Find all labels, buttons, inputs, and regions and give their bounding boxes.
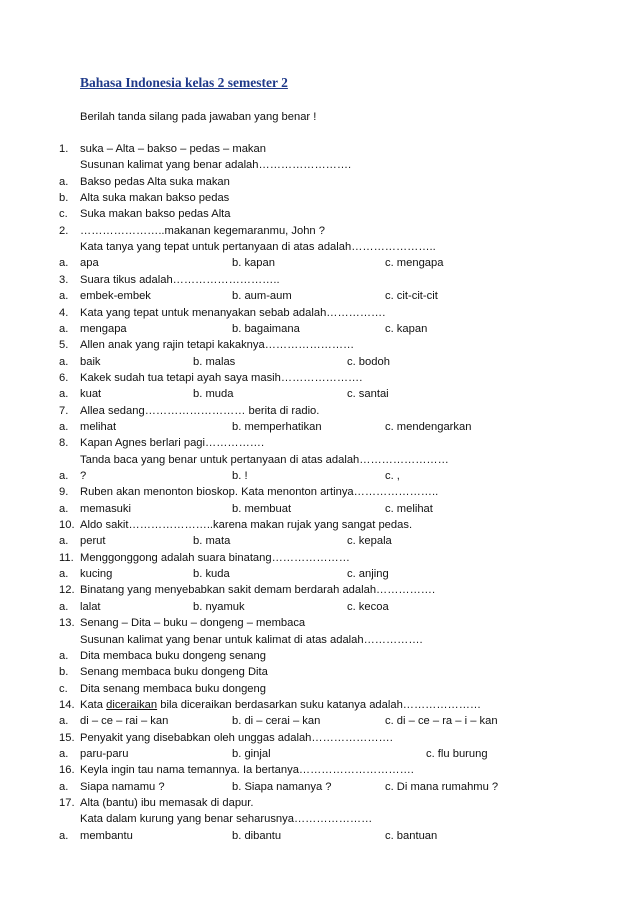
option-text: c. kapan: [385, 322, 428, 335]
line-text: Penyakit yang disebabkan oleh unggas adalah………………….: [80, 731, 393, 744]
line-text: Ruben akan menonton bioskop. Kata menonton artinya…………………..: [80, 486, 439, 499]
option-text: c. cit-cit-cit: [385, 290, 438, 303]
option-text: b. bagaimana: [232, 322, 300, 335]
line-text: Binatang yang menyebabkan sakit demam berdarah adalah…………….: [80, 584, 436, 597]
line-text: Suka makan bakso pedas Alta: [80, 208, 231, 221]
option-text: c. kepala: [347, 535, 392, 548]
option-text: c. anjing: [347, 568, 389, 581]
worksheet-line: [0, 175, 638, 190]
worksheet-line: [0, 583, 638, 598]
option-text: b. aum-aum: [232, 290, 292, 303]
line-label: 9.: [59, 486, 69, 499]
line-label: 3.: [59, 273, 69, 286]
worksheet-line: [0, 534, 638, 549]
line-text: memasuki: [80, 502, 131, 515]
line-text: Allea sedang……………………… berita di radio.: [80, 404, 320, 417]
line-label: 6.: [59, 371, 69, 384]
line-text: membantu: [80, 829, 133, 842]
line-text: paru-paru: [80, 747, 129, 760]
worksheet-line: [0, 665, 638, 680]
line-label: a.: [59, 290, 69, 303]
worksheet-line: [0, 207, 638, 222]
worksheet-line: [0, 420, 638, 435]
line-text: Alta (bantu) ibu memasak di dapur.: [80, 797, 254, 809]
line-label: 10.: [59, 519, 75, 532]
worksheet-line: [0, 485, 638, 500]
worksheet-line: [0, 780, 638, 795]
worksheet-line: [0, 289, 638, 304]
worksheet-line: [0, 158, 638, 173]
worksheet-line: [0, 714, 638, 729]
worksheet-line: [0, 191, 638, 206]
worksheet-line: [0, 829, 638, 844]
line-text: Dita senang membaca buku dongeng: [80, 682, 266, 695]
line-label: b.: [59, 666, 69, 679]
worksheet-line: [0, 649, 638, 664]
worksheet-line: [0, 763, 638, 778]
worksheet-line: [0, 600, 638, 615]
option-text: b. ginjal: [232, 747, 271, 760]
line-text: Kata tanya yang tepat untuk pertanyaan di atas adalah…………………..: [80, 241, 436, 254]
line-text: mengapa: [80, 322, 127, 335]
worksheet-line: [0, 240, 638, 255]
line-label: 17.: [59, 797, 75, 809]
option-text: b. dibantu: [232, 829, 282, 842]
worksheet-line: [0, 731, 638, 746]
line-label: 4.: [59, 306, 69, 319]
option-text: c. mendengarkan: [385, 420, 472, 433]
line-label: 12.: [59, 584, 75, 597]
line-label: a.: [59, 388, 69, 401]
line-label: a.: [59, 322, 69, 335]
worksheet-line: [0, 633, 638, 648]
option-text: b. mata: [193, 535, 231, 548]
line-label: c.: [59, 682, 68, 695]
option-text: b. kuda: [193, 568, 230, 581]
line-label: a.: [59, 420, 69, 433]
underlined-word: diceraikan: [106, 698, 158, 711]
line-text: Aldo sakit…………………..karena makan rujak yang sangat pedas.: [80, 519, 413, 532]
worksheet-line: [0, 371, 638, 386]
option-text: c. di – ce – ra – i – kan: [385, 715, 498, 728]
worksheet-line: [0, 256, 638, 271]
line-label: a.: [59, 568, 69, 581]
option-text: c. bantuan: [385, 829, 438, 842]
worksheet-line: [0, 698, 638, 713]
worksheet-line: [0, 436, 638, 451]
line-text: Kapan Agnes berlari pagi…………….: [80, 437, 265, 450]
option-text: c. flu burung: [426, 747, 488, 760]
line-text: Susunan kalimat yang benar untuk kalimat di atas adalah…………….: [80, 633, 423, 646]
worksheet-line: [0, 796, 638, 811]
line-text: Keyla ingin tau nama temannya. Ia bertanya………………………….: [80, 764, 414, 777]
line-text: Alta suka makan bakso pedas: [80, 192, 230, 205]
line-label: 14.: [59, 698, 75, 711]
line-text: melihat: [80, 420, 117, 433]
line-text: Kata yang tepat untuk menanyakan sebab adalah…………….: [80, 306, 386, 319]
option-text: c. kecoa: [347, 600, 389, 613]
line-label: a.: [59, 470, 69, 482]
line-text: Bakso pedas Alta suka makan: [80, 175, 230, 188]
option-text: b. malas: [193, 355, 236, 368]
line-label: a.: [59, 649, 69, 662]
option-text: c. ,: [385, 470, 400, 482]
worksheet-line: [0, 747, 638, 762]
line-text: Suara tikus adalah………………………..: [80, 273, 280, 286]
line-text: Kakek sudah tua tetapi ayah saya masih………………….: [80, 371, 363, 384]
line-label: a.: [59, 355, 69, 368]
line-text: Siapa namamu ?: [80, 780, 165, 793]
worksheet-line: [0, 355, 638, 370]
option-text: c. mengapa: [385, 257, 444, 270]
option-text: b. muda: [193, 388, 234, 401]
worksheet-line: [0, 453, 638, 468]
line-text: suka – Alta – bakso – pedas – makan: [80, 143, 266, 155]
option-text: b. !: [232, 470, 248, 482]
line-text: Senang membaca buku dongeng Dita: [80, 666, 268, 679]
line-text: apa: [80, 257, 99, 270]
instruction-text: Berilah tanda silang pada jawaban yang benar !: [80, 111, 317, 123]
line-text: perut: [80, 535, 106, 548]
line-text: Senang – Dita – buku – dongeng – membaca: [80, 617, 306, 630]
line-label: 2.: [59, 224, 69, 237]
option-text: b. nyamuk: [193, 600, 245, 613]
worksheet-line: [0, 469, 638, 484]
line-label: b.: [59, 192, 69, 205]
worksheet-line: [0, 142, 638, 157]
line-label: a.: [59, 175, 69, 188]
line-label: a.: [59, 535, 69, 548]
worksheet-line: [0, 338, 638, 353]
worksheet-line: [0, 387, 638, 402]
worksheet-line: [0, 518, 638, 533]
option-text: c. bodoh: [347, 355, 390, 368]
line-text: kuat: [80, 388, 102, 401]
line-text: Allen anak yang rajin tetapi kakaknya……………………: [80, 339, 355, 352]
line-text: embek-embek: [80, 290, 151, 303]
line-label: 13.: [59, 617, 75, 630]
line-label: 5.: [59, 339, 69, 352]
line-text: di – ce – rai – kan: [80, 715, 169, 728]
line-label: 15.: [59, 731, 75, 744]
line-label: a.: [59, 257, 69, 270]
line-label: 16.: [59, 764, 75, 777]
worksheet-line: [0, 502, 638, 517]
option-text: b. memperhatikan: [232, 420, 322, 433]
worksheet-line: [0, 616, 638, 631]
line-text: Kata diceraikan bila diceraikan berdasarkan suku katanya adalah…………………: [80, 698, 482, 711]
option-text: b. Siapa namanya ?: [232, 780, 332, 793]
line-text: baik: [80, 355, 101, 368]
line-text: Tanda baca yang benar untuk pertanyaan di atas adalah……………………: [80, 453, 449, 466]
line-label: 7.: [59, 404, 69, 417]
line-label: a.: [59, 600, 69, 613]
line-label: 8.: [59, 437, 69, 450]
worksheet-line: [0, 273, 638, 288]
worksheet-line: [0, 404, 638, 419]
option-text: c. Di mana rumahmu ?: [385, 780, 499, 793]
worksheet-line: [0, 682, 638, 697]
worksheet-title: Bahasa Indonesia kelas 2 semester 2: [80, 75, 288, 90]
line-text: Susunan kalimat yang benar adalah…………………….: [80, 159, 352, 172]
line-label: 11.: [59, 551, 74, 564]
line-text: …………………..makanan kegemaranmu, John ?: [80, 224, 325, 237]
line-text: Menggonggong adalah suara binatang…………………: [80, 551, 350, 564]
line-text: Dita membaca buku dongeng senang: [80, 649, 266, 662]
line-label: a.: [59, 715, 69, 728]
line-label: a.: [59, 502, 69, 515]
worksheet-line: [0, 551, 638, 566]
option-text: b. kapan: [232, 257, 275, 270]
option-text: c. santai: [347, 388, 389, 401]
worksheet-line: [0, 322, 638, 337]
line-text: kucing: [80, 568, 113, 581]
line-label: 1.: [59, 143, 69, 155]
line-label: a.: [59, 780, 69, 793]
line-text: lalat: [80, 600, 101, 613]
option-text: b. membuat: [232, 502, 292, 515]
worksheet-line: [0, 567, 638, 582]
line-text: Kata dalam kurung yang benar seharusnya…………………: [80, 813, 373, 826]
option-text: b. di – cerai – kan: [232, 715, 321, 728]
line-text: ?: [80, 470, 87, 482]
line-label: a.: [59, 829, 69, 842]
worksheet-line: [0, 224, 638, 239]
worksheet-line: [0, 812, 638, 827]
worksheet-line: [0, 306, 638, 321]
line-label: a.: [59, 747, 69, 760]
option-text: c. melihat: [385, 502, 433, 515]
line-label: c.: [59, 208, 68, 221]
